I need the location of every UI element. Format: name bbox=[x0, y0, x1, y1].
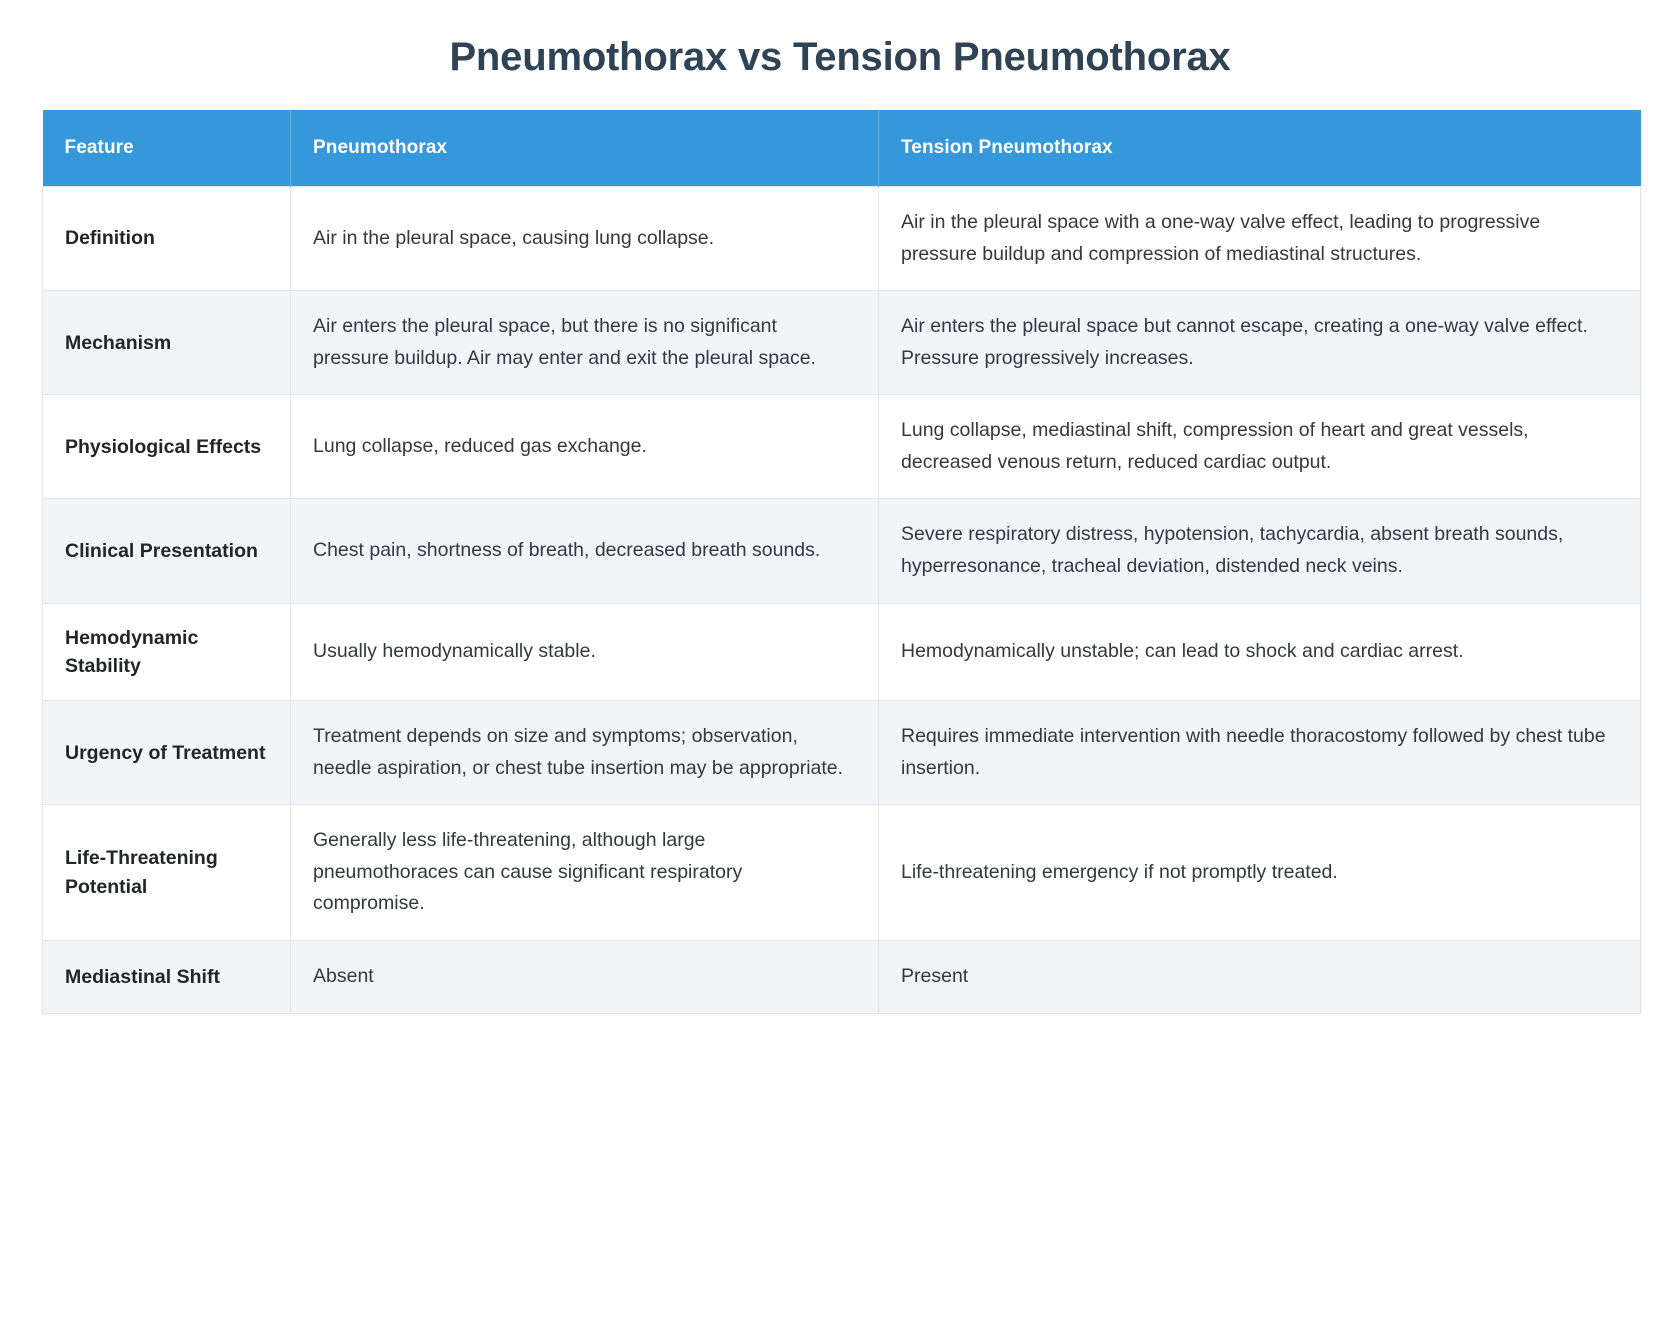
row-feature-label: Mediastinal Shift bbox=[43, 941, 291, 1014]
table-row bbox=[43, 499, 1641, 603]
row-cell-pneumothorax: Chest pain, shortness of breath, decreased breath sounds. bbox=[291, 499, 879, 603]
table-row bbox=[43, 941, 1641, 1014]
table-row bbox=[43, 187, 1641, 291]
row-cell-tension: Requires immediate intervention with needle thoracostomy followed by chest tube insertion. bbox=[879, 701, 1641, 805]
row-feature-label: Definition bbox=[43, 187, 291, 291]
row-cell-tension: Severe respiratory distress, hypotension, tachycardia, absent breath sounds, hyperresonance, tracheal deviation, distended neck veins. bbox=[879, 499, 1641, 603]
row-feature-label: Life-Threatening Potential bbox=[43, 805, 291, 941]
row-cell-tension: Lung collapse, mediastinal shift, compression of heart and great vessels, decreased venous return, reduced cardiac output. bbox=[879, 395, 1641, 499]
row-feature-label: Physiological Effects bbox=[43, 395, 291, 499]
table-row bbox=[43, 603, 1641, 701]
row-cell-tension: Air in the pleural space with a one-way valve effect, leading to progressive pressure buildup and compression of mediastinal structures. bbox=[879, 187, 1641, 291]
row-cell-tension: Life-threatening emergency if not promptly treated. bbox=[879, 805, 1641, 941]
table-header-row bbox=[43, 110, 1641, 187]
row-cell-pneumothorax: Lung collapse, reduced gas exchange. bbox=[291, 395, 879, 499]
row-cell-pneumothorax: Absent bbox=[291, 941, 879, 1014]
row-cell-tension: Present bbox=[879, 941, 1641, 1014]
row-cell-tension: Hemodynamically unstable; can lead to shock and cardiac arrest. bbox=[879, 603, 1641, 701]
comparison-table-container bbox=[42, 110, 1640, 1014]
column-header-feature: Feature bbox=[43, 110, 291, 187]
row-feature-label: Mechanism bbox=[43, 291, 291, 395]
row-cell-pneumothorax: Air enters the pleural space, but there is no significant pressure buildup. Air may enter and exit the pleural space. bbox=[291, 291, 879, 395]
row-cell-pneumothorax: Usually hemodynamically stable. bbox=[291, 603, 879, 701]
table-body bbox=[43, 187, 1641, 1014]
row-feature-label: Urgency of Treatment bbox=[43, 701, 291, 805]
row-cell-tension: Air enters the pleural space but cannot escape, creating a one-way valve effect. Pressure progressively increases. bbox=[879, 291, 1641, 395]
table-header bbox=[43, 110, 1641, 187]
comparison-table bbox=[42, 110, 1641, 1014]
table-row bbox=[43, 805, 1641, 941]
page-title: Pneumothorax vs Tension Pneumothorax bbox=[449, 35, 1231, 79]
table-row bbox=[43, 291, 1641, 395]
row-feature-label: Hemodynamic Stability bbox=[43, 603, 291, 701]
column-header-tension-pneumothorax: Tension Pneumothorax bbox=[879, 110, 1641, 187]
table-row bbox=[43, 701, 1641, 805]
column-header-pneumothorax: Pneumothorax bbox=[291, 110, 879, 187]
row-cell-pneumothorax: Air in the pleural space, causing lung collapse. bbox=[291, 187, 879, 291]
row-feature-label: Clinical Presentation bbox=[43, 499, 291, 603]
row-cell-pneumothorax: Generally less life-threatening, although large pneumothoraces can cause significant respiratory compromise. bbox=[291, 805, 879, 941]
table-row bbox=[43, 395, 1641, 499]
row-cell-pneumothorax: Treatment depends on size and symptoms; observation, needle aspiration, or chest tube insertion may be appropriate. bbox=[291, 701, 879, 805]
